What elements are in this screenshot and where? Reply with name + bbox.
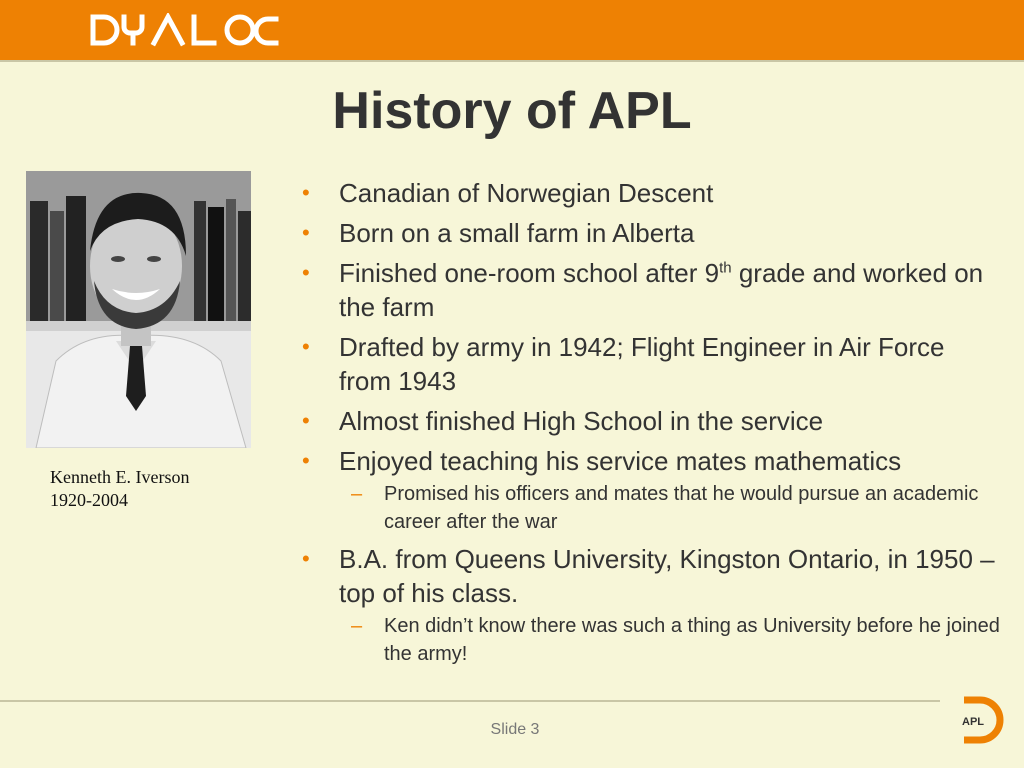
bullet-text-post: grade and worked on the farm [339, 258, 984, 322]
sub-bullet-item [339, 612, 1000, 668]
bullet-item [300, 256, 1000, 324]
bullet-dot-icon: • [302, 408, 310, 433]
sub-bullet-text: Ken didn’t know there was such a thing as University before he joined the army! [384, 615, 1000, 665]
bullet-text-pre: Finished one-room school after 9 [339, 258, 720, 288]
slide-title: History of APL [332, 82, 692, 140]
portrait-photo [26, 171, 251, 448]
dyalog-wordmark-icon [90, 13, 280, 47]
bullet-item [300, 216, 1000, 250]
header-bar [0, 0, 1024, 60]
dash-icon: – [351, 615, 363, 637]
sub-bullet-list [339, 480, 1000, 536]
bullet-list [300, 176, 1000, 674]
bullet-dot-icon: • [302, 220, 310, 245]
bullet-dot-icon: • [302, 546, 310, 571]
caption-name: Kenneth E. Iverson [50, 467, 190, 487]
sub-bullet-item [339, 480, 1000, 536]
bullet-dot-icon: • [302, 260, 310, 285]
bullet-item [300, 444, 1000, 536]
bullet-dot-icon: • [302, 334, 310, 359]
bullet-item [300, 404, 1000, 438]
bullet-item [300, 176, 1000, 210]
bullet-text: Enjoyed teaching his service mates mathematics [339, 446, 902, 476]
bullet-text: Canadian of Norwegian Descent [339, 178, 714, 208]
bullet-dot-icon: • [302, 448, 310, 473]
caption-years: 1920-2004 [50, 490, 128, 510]
bullet-text: Drafted by army in 1942; Flight Engineer in Air Force from 1943 [339, 332, 945, 396]
header-divider [0, 60, 1024, 62]
bullet-text: Born on a small farm in Alberta [339, 218, 695, 248]
apl-badge-text: APL [962, 716, 984, 728]
slide-number: Slide 3 [490, 721, 540, 738]
superscript-th: th [719, 259, 732, 277]
sub-bullet-list [339, 612, 1000, 668]
apl-d-logo-icon [958, 694, 1008, 746]
bullet-text: B.A. from Queens University, Kingston Ontario, in 1950 – top of his class. [339, 544, 995, 608]
bullet-item [300, 542, 1000, 668]
bullet-dot-icon: • [302, 180, 310, 205]
bullet-text: Almost finished High School in the service [339, 406, 824, 436]
sub-bullet-text: Promised his officers and mates that he would pursue an academic career after the war [384, 483, 979, 533]
footer-divider [0, 700, 940, 702]
dyalog-logo [90, 13, 280, 47]
dash-icon: – [351, 483, 363, 505]
photo-caption [50, 466, 189, 512]
bullet-item [300, 330, 1000, 398]
